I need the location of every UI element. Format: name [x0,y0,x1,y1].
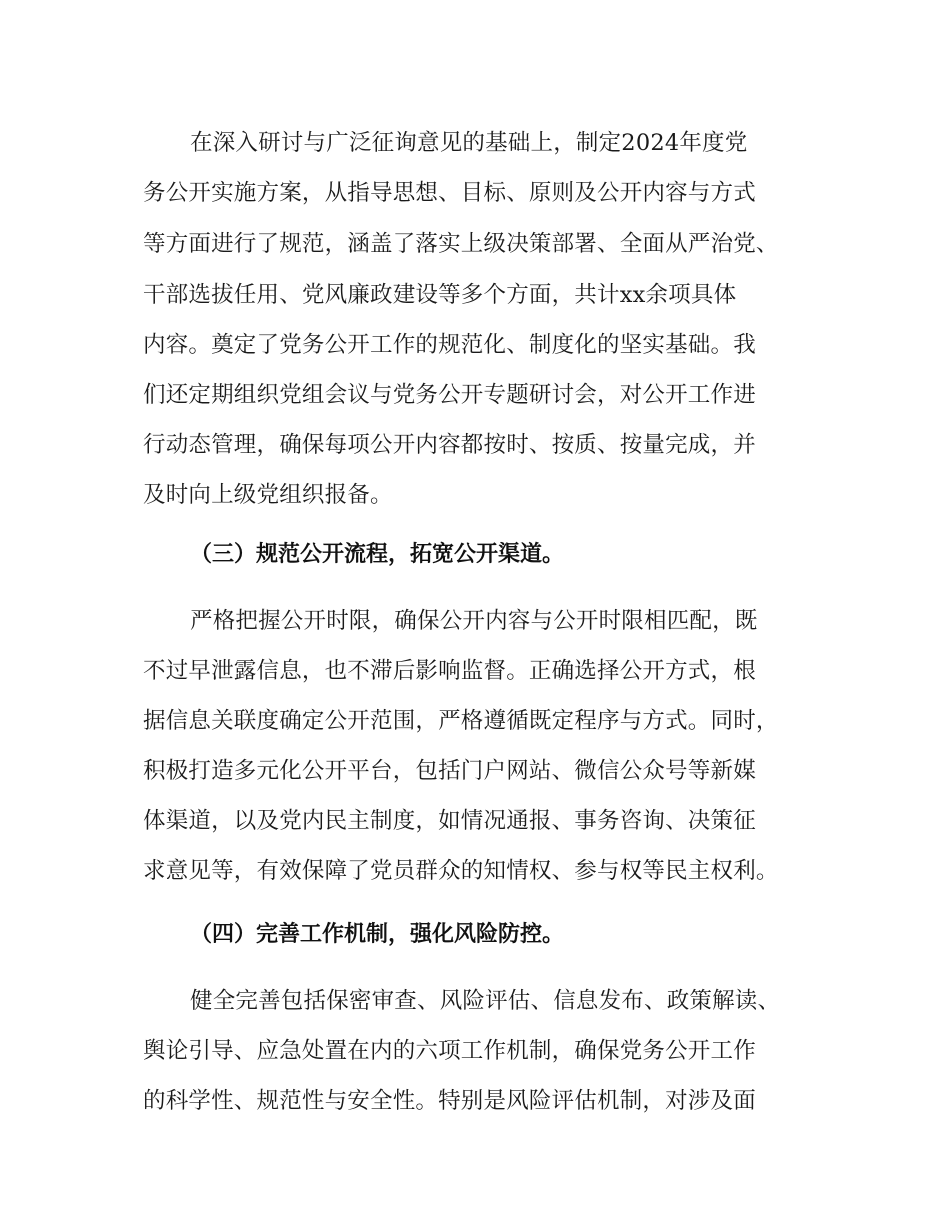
paragraph-1-line-5: 内容。奠定了党务公开工作的规范化、制度化的坚实基础。我 [143,332,756,358]
paragraph-2-line-6: 求意见等，有效保障了党员群众的知情权、参与权等民主权利。 [143,858,779,884]
paragraph-1-line-3: 等方面进行了规范，涵盖了落实上级决策部署、全面从严治党、 [143,231,779,257]
paragraph-1-line-7: 行动态管理，确保每项公开内容都按时、按质、按量完成，并 [143,432,756,458]
section-heading-3: （三）规范公开流程，拓宽公开渠道。 [190,542,565,567]
paragraph-1-line-1: 在深入研讨与广泛征询意见的基础上，制定2024年度党 [190,130,748,156]
paragraph-1-line-2: 务公开实施方案，从指导思想、目标、原则及公开内容与方式 [143,180,756,206]
paragraph-3-line-1: 健全完善包括保密审查、风险评估、信息发布、政策解读、 [190,988,781,1014]
paragraph-3-line-2: 舆论引导、应急处置在内的六项工作机制，确保党务公开工作 [143,1038,756,1064]
section-heading-4: （四）完善工作机制，强化风险防控。 [190,922,565,947]
paragraph-1-line-8: 及时向上级党组织报备。 [143,482,393,508]
paragraph-1-line-6: 们还定期组织党组会议与党务公开专题研讨会，对公开工作进 [143,382,756,408]
paragraph-2-line-5: 体渠道，以及党内民主制度，如情况通报、事务咨询、决策征 [143,808,756,834]
paragraph-2-line-2: 不过早泄露信息，也不滞后影响监督。正确选择公开方式，根 [143,658,756,684]
paragraph-1-line-4: 干部选拔任用、党风廉政建设等多个方面，共计xx余项具体 [143,282,737,308]
paragraph-2-line-3: 据信息关联度确定公开范围，严格遵循既定程序与方式。同时， [143,708,779,734]
paragraph-2-line-1: 严格把握公开时限，确保公开内容与公开时限相匹配，既 [190,608,758,634]
paragraph-3-line-3: 的科学性、规范性与安全性。特别是风险评估机制，对涉及面 [143,1088,756,1114]
paragraph-2-line-4: 积极打造多元化公开平台，包括门户网站、微信公众号等新媒 [143,758,756,784]
